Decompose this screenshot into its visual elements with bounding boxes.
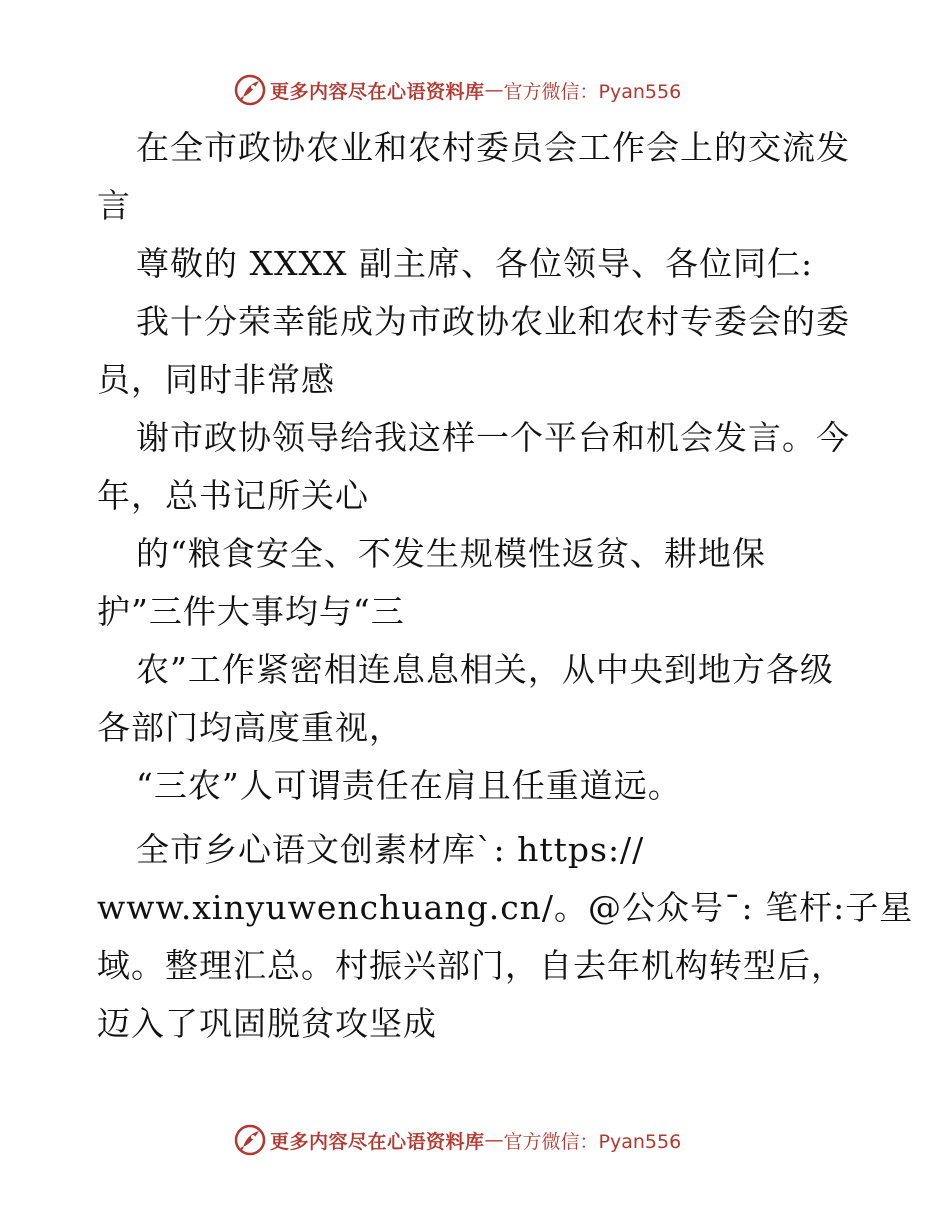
paragraph-line: 护”三件大事均与“三 [97, 592, 405, 631]
paragraph-line: 员，同时非常感 [97, 360, 335, 399]
footer-watermark [234, 1122, 681, 1158]
paragraph-line: 全市乡心语文创素材库`: https:// [136, 830, 645, 869]
paragraph-line: 谢市政协领导给我这样一个平台和机会发言。今 [136, 418, 850, 457]
header-watermark [234, 72, 681, 108]
paragraph-line: 的“粮食安全、不发生规模性返贫、耕地保 [136, 534, 766, 573]
paragraph-line: 我十分荣幸能成为市政协农业和农村专委会的委 [136, 302, 850, 341]
salutation-line: 尊敬的 XXXX 副主席、各位领导、各位同仁: [136, 244, 814, 283]
watermark-separator: — [484, 1129, 504, 1151]
watermark-wechat-text: 官方微信：Pyan556 [503, 1130, 682, 1153]
title-line-1: 在全市政协农业和农村委员会工作会上的交流发 [136, 128, 850, 167]
watermark-main-text: 更多内容尽在心语资料库 [270, 80, 485, 103]
title-line-2: 言 [97, 186, 131, 225]
watermark-wechat-text: 官方微信：Pyan556 [503, 80, 682, 103]
paragraph-line: 迈入了巩固脱贫攻坚成 [97, 1004, 437, 1043]
paragraph-line: “三农”人可谓责任在肩且任重道远。 [136, 766, 682, 805]
paragraph-line: 域。整理汇总。村振兴部门，自去年机构转型后， [97, 946, 845, 985]
paragraph-line: 农”工作紧密相连息息相关，从中央到地方各级 [136, 650, 834, 689]
watermark-main-text: 更多内容尽在心语资料库 [270, 1130, 485, 1153]
feather-logo-icon [234, 1124, 266, 1156]
paragraph-line: 年，总书记所关心 [97, 476, 369, 515]
paragraph-line: 各部门均高度重视， [97, 708, 403, 747]
paragraph-line: www.xinyuwenchuang.cn/。@公众号¯: 笔杆:子星 [97, 888, 914, 927]
feather-logo-icon [234, 74, 266, 106]
watermark-separator: — [484, 79, 504, 101]
